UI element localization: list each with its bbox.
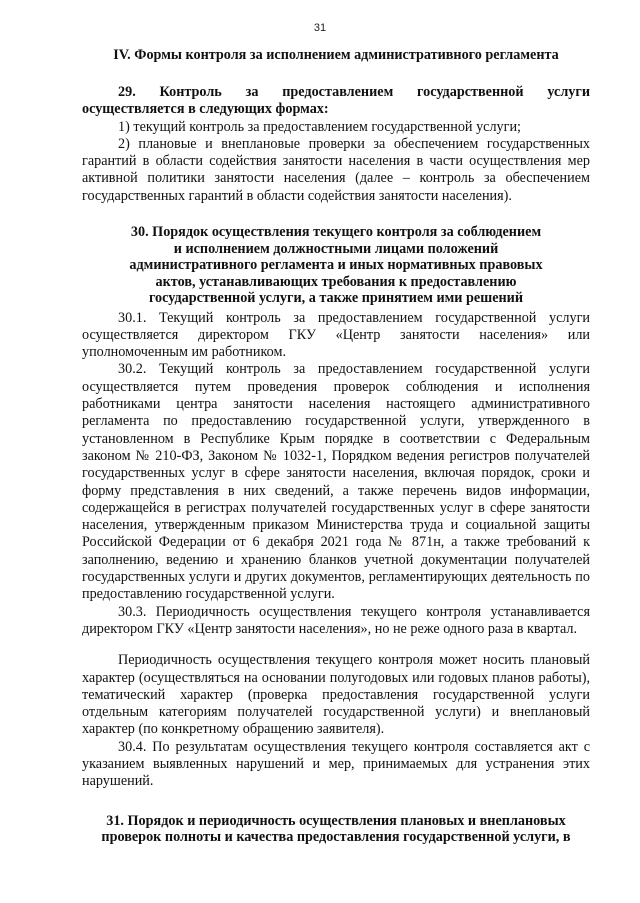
paragraph-29-heading: 29. Контроль за предоставлением государственной услуги осуществляется в следующих формах:: [82, 84, 590, 118]
paragraph-30-3: 30.3. Периодичность осуществления текущего контроля устанавливается директором ГКУ «Центр занятости населения», но не реже одного раза в квартал.: [82, 603, 590, 637]
section-30-heading-line: и исполнением должностными лицами положений: [173, 240, 499, 257]
document-body: [82, 46, 590, 846]
section-30-heading: [82, 224, 590, 307]
paragraph-30-2: 30.2. Текущий контроль за предоставлением государственной услуги осуществляется путем проведения проверок соблюдения и исполнения работниками центра занятости населения настоящего административного регламента по предоставлению государственной услуги, утвержденного в установленном в Республике Крым порядке в соответствии с Федеральным законом № 210-ФЗ, Законом № 1032-1, Порядком ведения регистров получателей государственных услуг в сфере занятости населения, включая порядок, сроки и форму представления в них сведений, а также перечень видов информации, содержащейся в регистрах получателей государственных услуг в сфере занятости населения, утвержденным приказом Министерства труда и социальной защиты Российской Федерации от 6 декабря 2021 года № 871н, а также требований к заполнению, ведению и хранению бланков учетной документации получателей государственных услуги и других документов, регламентирующих деятельность по предоставлению государственной услуги.: [82, 361, 590, 603]
section-title: IV. Формы контроля за исполнением административного регламента: [113, 47, 559, 63]
section-30-heading-line: 30. Порядок осуществления текущего контроля за соблюдением: [130, 224, 542, 241]
paragraph-30-4: 30.4. По результатам осуществления текущего контроля составляется акт с указанием выявленных нарушений и мер, принимаемых для устранения этих нарушений.: [82, 738, 590, 790]
section-30-heading-line: государственной услуги, а также принятием ими решений: [148, 290, 524, 307]
section-31-heading-line: 31. Порядок и периодичность осуществления плановых и внеплановых: [106, 812, 566, 829]
paragraph-30-1: 30.1. Текущий контроль за предоставлением государственной услуги осуществляется директором ГКУ «Центр занятости населения» или уполномоченным им работником.: [82, 309, 590, 361]
section-30-heading-line: актов, устанавливающих требования к предоставлению: [155, 273, 517, 290]
paragraph-30-3-continued: Периодичность осуществления текущего контроля может носить плановый характер (осуществляться на основании полугодовых или годовых планов работы), тематический характер (проверка предоставления государственной услуги отдельным категориям получателей государственной услуги) и внеплановый характер (по конкретному обращению заявителя).: [82, 652, 590, 738]
paragraph-29-item-2: 2) плановые и внеплановые проверки за обеспечением государственных гарантий в области содействия занятости населения в части осуществления мер активной политики занятости населения (далее – контроль за обеспечением государственных гарантий в области содействия занятости населения).: [82, 135, 590, 204]
section-30-heading-line: административного регламента и иных нормативных правовых: [129, 257, 543, 274]
paragraph-29-item-1: 1) текущий контроль за предоставлением государственной услуги;: [118, 118, 521, 135]
section-31-heading-line: проверок полноты и качества предоставления государственной услуги, в: [101, 829, 571, 846]
section-31-heading: [82, 813, 590, 846]
page-number: 31: [313, 22, 327, 34]
